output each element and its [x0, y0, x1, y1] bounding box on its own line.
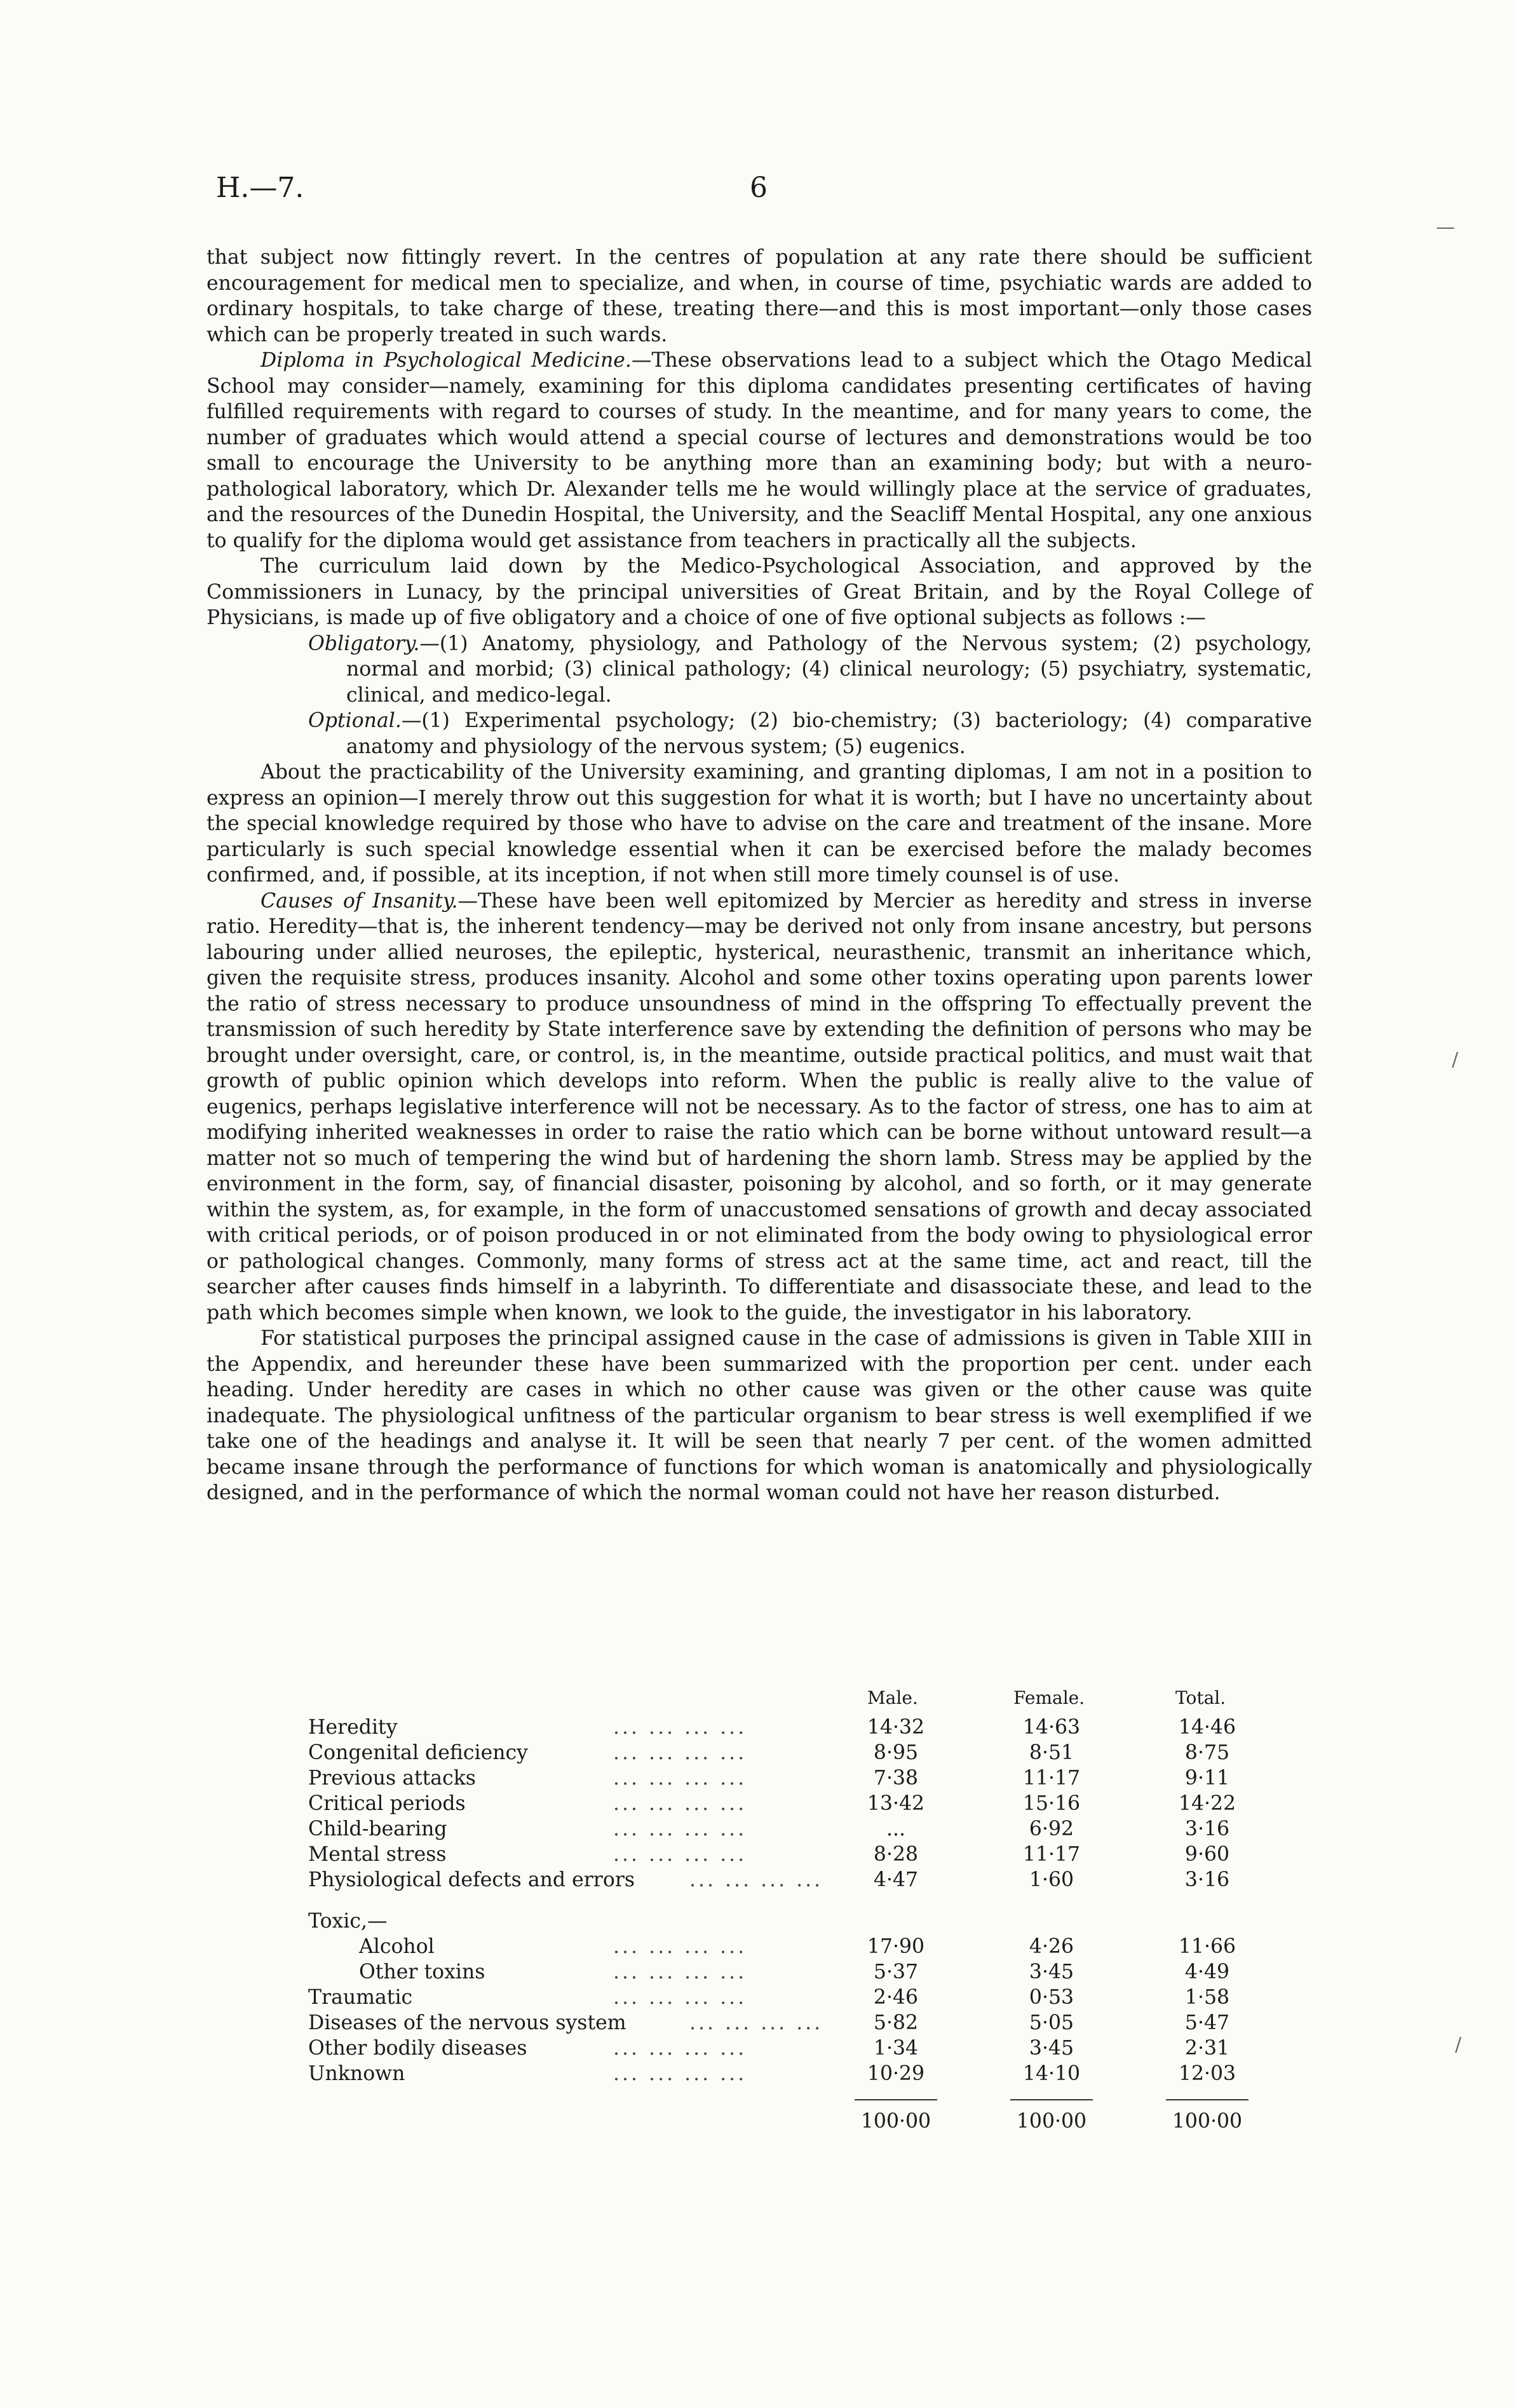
male-value: 14·32: [867, 1716, 925, 1739]
female-value: 14·10: [1022, 2062, 1081, 2085]
table-row: [206, 1961, 1312, 1986]
leader-dots: ... ... ... ...: [613, 1843, 747, 1866]
female-total: 100·00: [1016, 2110, 1087, 2133]
male-value: ...: [886, 1818, 906, 1840]
total-value: 1·58: [1184, 1986, 1230, 2009]
table-row: [206, 1986, 1312, 2011]
male-value: 5·82: [873, 2011, 919, 2034]
male-value: 10·29: [867, 2062, 925, 2085]
paragraph: [206, 888, 1312, 1326]
total-value: 9·11: [1184, 1767, 1230, 1790]
table-row: [206, 1716, 1312, 1741]
table-row: [206, 1792, 1312, 1818]
row-label: Heredity: [308, 1716, 398, 1739]
column-header-total: Total.: [1175, 1687, 1226, 1708]
obligatory-subjects: [308, 631, 1312, 709]
row-label: Other toxins: [359, 1961, 485, 1983]
total-value: 14·46: [1178, 1716, 1236, 1739]
row-label: Previous attacks: [308, 1767, 476, 1790]
total-rule: [1010, 2099, 1093, 2100]
female-value: 15·16: [1022, 1792, 1081, 1815]
table-row: [206, 1818, 1312, 1843]
report-reference: H.—7.: [216, 172, 304, 204]
total-value: 11·66: [1178, 1935, 1236, 1958]
row-label: Traumatic: [308, 1986, 413, 2009]
row-label: Unknown: [308, 2062, 405, 2085]
margin-mark: /: [1452, 1049, 1459, 1071]
table-row: [206, 2037, 1312, 2062]
paragraph-text: —These have been well epitomized by Mercier as heredity and stress in inverse ratio. Heredity—that is, the inherent tendency—may be derived not only from insane ancestry, but persons labouring under allied neuroses, the epileptic, hysterical, neurasthenic, transmit an inheritance which, given the requisite stress, produces insanity. Alcohol and some other toxins operating upon parents lower the ratio of stress necessary to produce unsoundness of mind in the offspring To effectually prevent the transmission of such heredity by State interference save by extending the definition of persons who may be brought under oversight, care, or control, is, in the meantime, outside practical politics, and must wait that growth of public opinion which develops into reform. When the public is really alive to the value of eugenics, perhaps legislative interference will not be necessary. As to the factor of stress, one has to aim at modifying inherited weaknesses in order to raise the ratio which can be borne without untoward result—a matter not so much of tempering the wind but of hardening the shorn lamb. Stress may be applied by the environment in the form, say, of financial disaster, poisoning by alcohol, and so forth, or it may generate within the system, as, for example, in the form of unaccustomed sensations of growth and decay associated with critical periods, or of poison produced in or not eliminated from the body owing to physiological error or pathological changes. Commonly, many forms of stress act at the same time, act and react, till the searcher after causes finds himself in a labyrinth. To differentiate and disassociate these, and lead to the path which becomes simple when known, we look to the guide, the investigator in his laboratory.: [206, 889, 1312, 1324]
totals-row: [206, 2110, 1312, 2135]
male-value: 5·37: [873, 1961, 919, 1983]
table-group-heading: [206, 1910, 1312, 1935]
total-value: 3·16: [1184, 1818, 1230, 1840]
optional-subjects: [308, 708, 1312, 759]
page-number: 6: [750, 172, 768, 204]
body-text: [206, 245, 1312, 1506]
total-value: 4·49: [1184, 1961, 1230, 1983]
leader-dots: ... ... ... ...: [613, 1716, 747, 1739]
female-value: 11·17: [1022, 1767, 1081, 1790]
row-label: Physiological defects and errors: [308, 1868, 635, 1891]
section-heading: Causes of Insanity.: [261, 889, 458, 913]
paragraph: The curriculum laid down by the Medico-Psychological Association, and approved by the Commissioners in Lunacy, by the principal universities of Great Britain, and by the Royal College of Physicians, is made up of five obligatory and a choice of one of five optional subjects as follows :—: [206, 555, 1312, 629]
row-label: Alcohol: [359, 1935, 435, 1958]
female-value: 8·51: [1029, 1741, 1074, 1764]
total-value: 2·31: [1184, 2037, 1230, 2060]
female-value: 3·45: [1029, 1961, 1074, 1983]
grand-total: 100·00: [1172, 2110, 1243, 2133]
column-header-male: Male.: [867, 1687, 918, 1708]
total-value: 3·16: [1184, 1868, 1230, 1891]
row-label: Child-bearing: [308, 1818, 447, 1840]
paragraph: For statistical purposes the principal assigned cause in the case of admissions is given in Table XIII in the Appendix, and hereunder these have been summarized with the proportion per cent. under each heading. Under heredity are cases in which no other cause was given or the other cause was quite inadequate. The physiological unfitness of the particular organism to bear stress is well exemplified if we take one of the headings and analyse it. It will be seen that nearly 7 per cent. of the women admitted became insane through the performance of functions for which woman is anatomically and physiologically designed, and in the performance of which the normal woman could not have her reason disturbed.: [206, 1327, 1312, 1504]
leader-dots: ... ... ... ...: [613, 1986, 747, 2009]
paragraph: that subject now fittingly revert. In the centres of population at any rate there should be sufficient encouragement for medical men to specialize, and when, in course of time, psychiatic wards are added to ordinary hospitals, to take charge of these, treating there—and this is most important—only those cases which can be properly treated in such wards.: [206, 246, 1312, 346]
male-value: 8·28: [873, 1843, 919, 1866]
paragraph-text: —(1) Experimental psychology; (2) bio-chemistry; (3) bacteriology; (4) comparative anatomy and physiology of the nervous system; (5) eugenics.: [346, 709, 1312, 758]
male-value: 7·38: [873, 1767, 919, 1790]
margin-mark: —: [1436, 216, 1455, 238]
margin-mark: /: [1455, 2034, 1462, 2056]
table-row: [206, 1767, 1312, 1792]
male-value: 8·95: [873, 1741, 919, 1764]
leader-dots: ... ... ... ...: [613, 1767, 747, 1790]
section-heading: Optional.: [308, 709, 402, 732]
total-value: 14·22: [1178, 1792, 1236, 1815]
female-value: 1·60: [1029, 1868, 1074, 1891]
leader-dots: ... ... ... ...: [689, 1868, 823, 1891]
section-heading: Obligatory.: [308, 632, 420, 655]
leader-dots: ... ... ... ...: [613, 1792, 747, 1815]
total-value: 9·60: [1184, 1843, 1230, 1866]
female-value: 4·26: [1029, 1935, 1074, 1958]
leader-dots: ... ... ... ...: [689, 2011, 823, 2034]
table-row: [206, 2011, 1312, 2037]
table-row: [206, 1935, 1312, 1961]
female-value: 11·17: [1022, 1843, 1081, 1866]
female-value: 0·53: [1029, 1986, 1074, 2009]
paragraph-text: —These observations lead to a subject which the Otago Medical School may consider—namely, examining for this diploma candidates presenting certificates of having fulfilled requirements with regard to courses of study. In the meantime, and for many years to come, the number of graduates which would attend a special course of lectures and demonstrations would be too small to encourage the University to be anything more than an examining body; but with a neuro-pathological laboratory, which Dr. Alexander tells me he would willingly place at the service of graduates, and the resources of the Dunedin Hospital, the University, and the Seacliff Mental Hospital, any one anxious to qualify for the diploma would get assistance from teachers in practically all the subjects.: [206, 349, 1312, 552]
total-value: 12·03: [1178, 2062, 1236, 2085]
row-label: Diseases of the nervous system: [308, 2011, 626, 2034]
male-value: 17·90: [867, 1935, 925, 1958]
male-value: 1·34: [873, 2037, 919, 2060]
row-label: Critical periods: [308, 1792, 466, 1815]
total-value: 8·75: [1184, 1741, 1230, 1764]
female-value: 3·45: [1029, 2037, 1074, 2060]
female-value: 6·92: [1029, 1818, 1074, 1840]
total-rule: [855, 2099, 937, 2100]
total-value: 5·47: [1184, 2011, 1230, 2034]
male-value: 4·47: [873, 1868, 919, 1891]
paragraph-text: —(1) Anatomy, physiology, and Pathology of the Nervous system; (2) psychology, normal and morbid; (3) clinical pathology; (4) clinical neurology; (5) psychiatry, systematic, clinical, and medico-legal.: [346, 632, 1312, 707]
row-label: Mental stress: [308, 1843, 447, 1866]
table-row: [206, 1868, 1312, 1894]
row-label: Other bodily diseases: [308, 2037, 527, 2060]
total-rule: [1166, 2099, 1249, 2100]
paragraph: [206, 348, 1312, 554]
male-total: 100·00: [860, 2110, 931, 2133]
leader-dots: ... ... ... ...: [613, 1935, 747, 1958]
leader-dots: ... ... ... ...: [613, 1818, 747, 1840]
leader-dots: ... ... ... ...: [613, 1961, 747, 1983]
male-value: 2·46: [873, 1986, 919, 2009]
table-row: [206, 1741, 1312, 1767]
female-value: 5·05: [1029, 2011, 1074, 2034]
leader-dots: ... ... ... ...: [613, 2037, 747, 2060]
leader-dots: ... ... ... ...: [613, 2062, 747, 2085]
table-row: [206, 2062, 1312, 2088]
paragraph: About the practicability of the University examining, and granting diplomas, I am not in a position to express an opinion—I merely throw out this suggestion for what it is worth; but I have no uncertainty about the special knowledge required by those who have to advise on the care and treatment of the insane. More particularly is such special knowledge essential when it can be exercised before the malady becomes confirmed, and, if possible, at its inception, if not when still more timely counsel is of use.: [206, 761, 1312, 887]
column-header-female: Female.: [1013, 1687, 1085, 1708]
table-row: [206, 1843, 1312, 1868]
leader-dots: ... ... ... ...: [613, 1741, 747, 1764]
row-label: Toxic,—: [308, 1910, 388, 1933]
row-label: Congenital deficiency: [308, 1741, 528, 1764]
female-value: 14·63: [1022, 1716, 1081, 1739]
section-heading: Diploma in Psychological Medicine.: [261, 349, 632, 372]
male-value: 13·42: [867, 1792, 925, 1815]
